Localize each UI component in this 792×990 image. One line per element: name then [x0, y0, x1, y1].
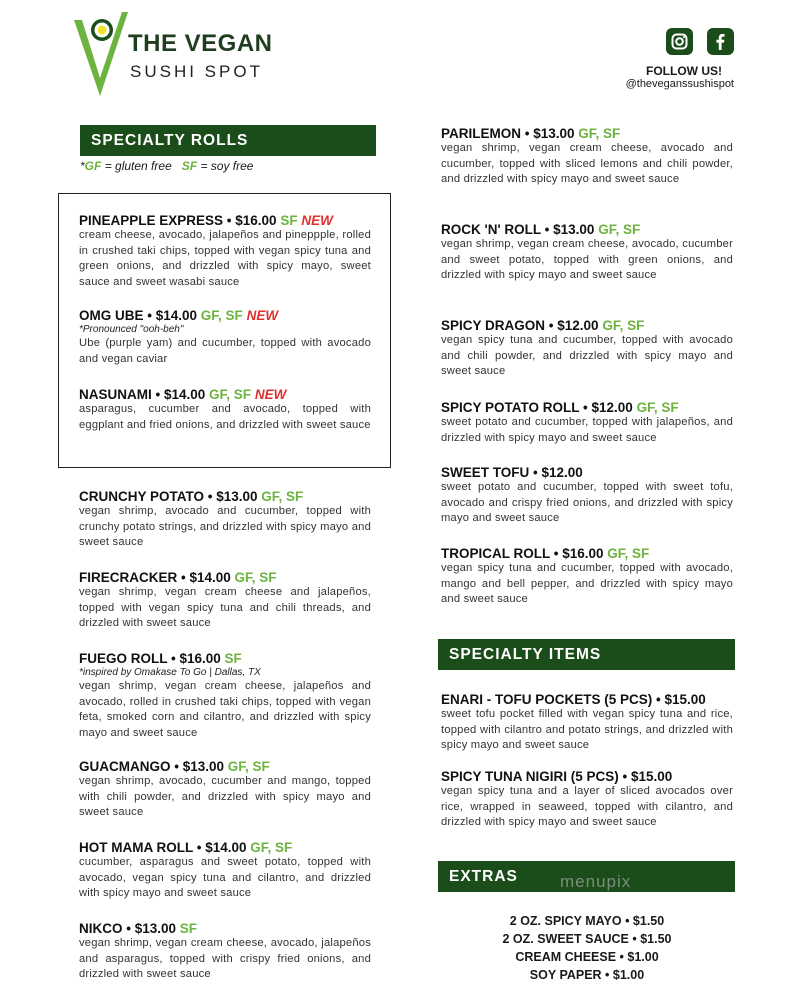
social-icons — [666, 28, 734, 55]
social-handle[interactable]: @theveganssushispot — [625, 78, 734, 90]
menu-item: NIKCO • $13.00 SF vegan shrimp, vegan cream cheese, avocado, jalapeños and asparagus, topped with crispy fried onions, and drizzled with sweet sauce — [79, 921, 371, 980]
menu-item: CRUNCHY POTATO • $13.00 GF, SF vegan shrimp, avocado and cucumber, topped with crunchy potato strings, and drizzled with spicy mayo and sweet sauce — [79, 489, 371, 548]
menu-item: NASUNAMI • $14.00 GF, SF NEW asparagus, cucumber and avocado, topped with eggplant and fried onions, and drizzled with sweet sauce — [79, 387, 371, 431]
follow-us-label: FOLLOW US! — [646, 64, 722, 78]
menu-item: PINEAPPLE EXPRESS • $16.00 SF NEW cream cheese, avocado, jalapeños and pineppple, rolled in crushed taki chips, topped with vegan spicy tuna and green onions, and drizzled with spicy mayo, sweet sauce and sweet wasabi sauce — [79, 213, 371, 288]
logo-mark — [70, 8, 130, 100]
legend: *GF = gluten free SF = soy free — [80, 159, 254, 173]
brand-name: THE VEGAN — [128, 30, 273, 57]
specialty-items-heading: SPECIALTY ITEMS — [438, 639, 735, 670]
menu-item: SPICY DRAGON • $12.00 GF, SF vegan spicy tuna and cucumber, topped with avocado and chili powder, and drizzled with spicy mayo and sweet sauce — [441, 318, 733, 377]
extras-item: SOY PAPER • $1.00 — [529, 968, 645, 982]
extras-heading: EXTRAS — [438, 861, 735, 892]
facebook-icon[interactable] — [707, 28, 734, 55]
brand-subtitle: SUSHI SPOT — [130, 62, 263, 81]
logo — [70, 8, 300, 100]
watermark: menupix — [560, 872, 632, 891]
extras-item: 2 OZ. SPICY MAYO • $1.50 — [509, 914, 665, 928]
extras-item: 2 OZ. SWEET SAUCE • $1.50 — [502, 932, 672, 946]
menu-item: SPICY TUNA NIGIRI (5 PCS) • $15.00 vegan spicy tuna and a layer of sliced avocados over rice, wrapped in seaweed, topped with cilantro, and drizzled with spicy mayo and sweet sauce — [441, 769, 733, 828]
menu-item: PARILEMON • $13.00 GF, SF vegan shrimp, vegan cream cheese, avocado and cucumber, topped with sliced lemons and chili powder, and drizzled with spicy mayo and sweet sauce — [441, 126, 733, 185]
menu-item: ROCK 'N' ROLL • $13.00 GF, SF vegan shrimp, vegan cream cheese, avocado, cucumber and sweet potato, topped with green onions, and drizzled with spicy mayo and sweet sauce — [441, 222, 733, 281]
menu-item: SPICY POTATO ROLL • $12.00 GF, SF sweet potato and cucumber, topped with jalapeños, and drizzled with spicy mayo and sweet sauce — [441, 400, 733, 444]
menu-item: SWEET TOFU • $12.00 sweet potato and cucumber, topped with sweet tofu, avocado and crispy fried onions, and drizzled with spicy mayo and sweet sauce — [441, 465, 733, 524]
menu-item: OMG UBE • $14.00 GF, SF NEW *Pronounced "ooh-beh" Ube (purple yam) and cucumber, topped with avocado and vegan caviar — [79, 308, 371, 365]
menu-item: HOT MAMA ROLL • $14.00 GF, SF cucumber, asparagus and sweet potato, topped with avocado, vegan spicy tuna and cilantro, and drizzled with spicy mayo and sweet sauce — [79, 840, 371, 899]
menu-item: ENARI - TOFU POCKETS (5 PCS) • $15.00 sweet tofu pocket filled with vegan spicy tuna and rice, topped with cilantro and potato strings, and drizzled with spicy mayo and sweet sauce — [441, 692, 733, 751]
instagram-icon[interactable] — [666, 28, 693, 55]
menu-item: GUACMANGO • $13.00 GF, SF vegan shrimp, avocado, cucumber and mango, topped with chili powder, and drizzled with spicy mayo and sweet sauce — [79, 759, 371, 818]
menu-item: FIRECRACKER • $14.00 GF, SF vegan shrimp, vegan cream cheese and jalapeños, topped with vegan spicy tuna and chili threads, and drizzled with sweet sauce — [79, 570, 371, 629]
menu-item: FUEGO ROLL • $16.00 SF *inspired by Omakase To Go | Dallas, TX vegan shrimp, vegan cream cheese, jalapeños and avocado, rolled in crushed taki chips, topped with vegan feta, smoked corn and cilantro, and drizzled with spicy mayo and sweet sauce — [79, 651, 371, 739]
extras-item: CREAM CHEESE • $1.00 — [515, 950, 659, 964]
extras-list — [438, 912, 736, 984]
menu-item: TROPICAL ROLL • $16.00 GF, SF vegan spicy tuna and cucumber, topped with avocado, mango and bell pepper, and drizzled with spicy mayo and sweet sauce — [441, 546, 733, 605]
specialty-rolls-heading: SPECIALTY ROLLS — [80, 125, 376, 156]
